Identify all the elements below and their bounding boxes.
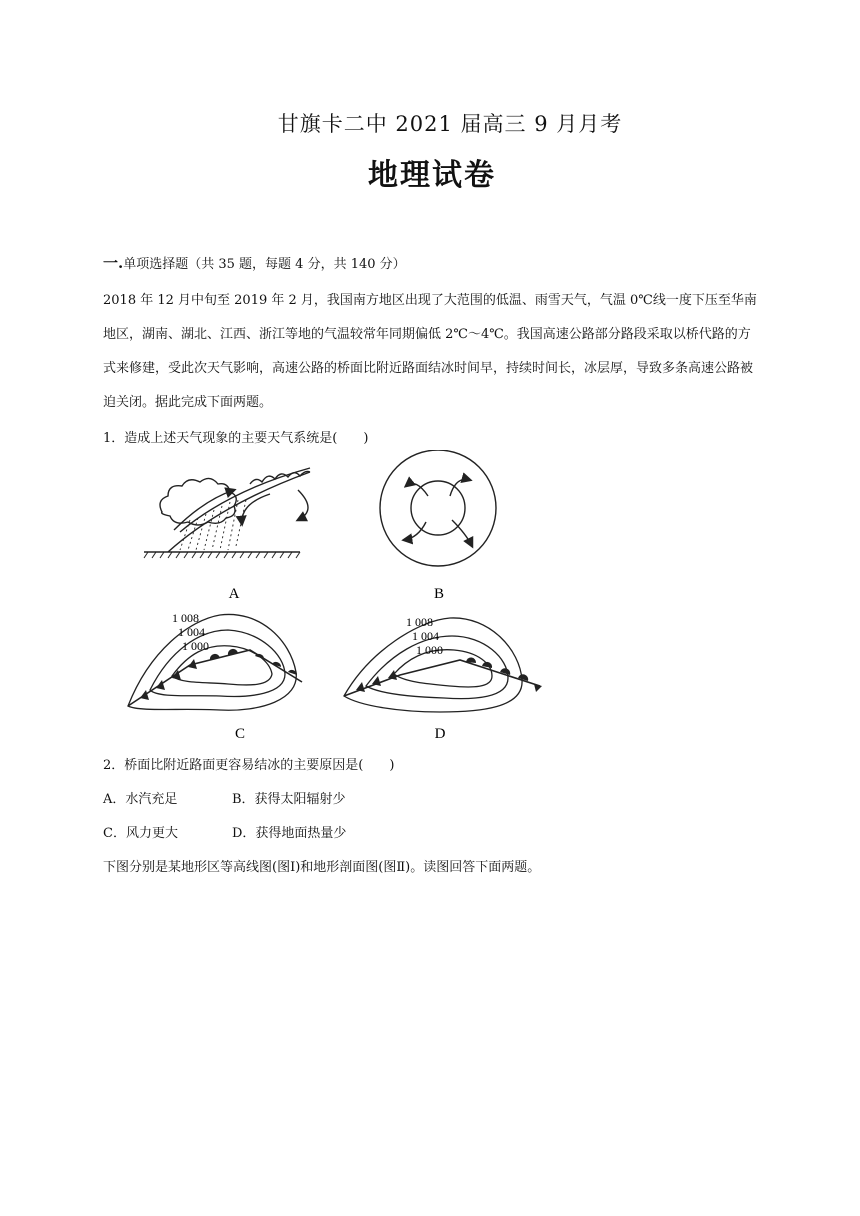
section-number: 一. xyxy=(103,254,124,272)
diagram-label-c: C xyxy=(234,726,246,742)
section-heading xyxy=(103,252,406,273)
q2-option-c: C．风力更大 xyxy=(103,826,178,841)
q2-option-d: D．获得地面热量少 xyxy=(232,826,347,841)
isobar-label-1000-c: 1 000 xyxy=(182,639,209,653)
question-2-text: 2．桥面比附近路面更容易结冰的主要原因是( ) xyxy=(103,758,395,773)
isobar-label-1008-c: 1 008 xyxy=(172,611,199,625)
diagram-d-isobars xyxy=(344,618,542,712)
isobar-label-1004-c: 1 004 xyxy=(178,625,205,639)
section-heading-text: 单项选择题（共 35 题，每题 4 分，共 140 分） xyxy=(123,257,406,272)
diagram-c-isobars xyxy=(128,614,302,710)
exam-school-title: 甘旗卡二中 2021 届高三 9 月月考 xyxy=(277,112,623,136)
question-1-text: 1．造成上述天气现象的主要天气系统是( ) xyxy=(103,431,369,446)
diagram-b-pressure-system xyxy=(380,450,496,566)
diagram-label-d: D xyxy=(434,726,446,742)
diagram-label-b: B xyxy=(433,586,445,602)
diagram-label-a: A xyxy=(228,586,240,602)
diagram-a-front xyxy=(144,468,310,558)
isobar-label-1008-d: 1 008 xyxy=(406,615,433,629)
weather-systems-figure xyxy=(110,450,560,750)
exam-subject-title: 地理试卷 xyxy=(368,158,496,193)
isobar-label-1004-d: 1 004 xyxy=(412,629,439,643)
intro-paragraph: 2018 年 12 月中旬至 2019 年 2 月，我国南方地区出现了大范围的低温、雨雪天气，气温 0℃线一度下压至华南地区，湖南、湖北、江西、浙江等地的气温较常年同期偏低 2℃～4℃。我国高速公路部分路段采取以桥代路的方式来修建，受此次天气影响，高速公路的桥面比附近路面结冰时间早，持续时间长，冰层厚，导致多条高速公路被迫关闭。据此完成下面两题。 xyxy=(103,293,757,410)
q2-option-a: A．水汽充足 xyxy=(103,792,178,807)
q2-option-b: B．获得太阳辐射少 xyxy=(232,792,346,807)
isobar-label-1000-d: 1 000 xyxy=(416,643,443,657)
next-questions-intro: 下图分别是某地形区等高线图(图Ⅰ)和地形剖面图(图Ⅱ)。读图回答下面两题。 xyxy=(103,860,541,875)
